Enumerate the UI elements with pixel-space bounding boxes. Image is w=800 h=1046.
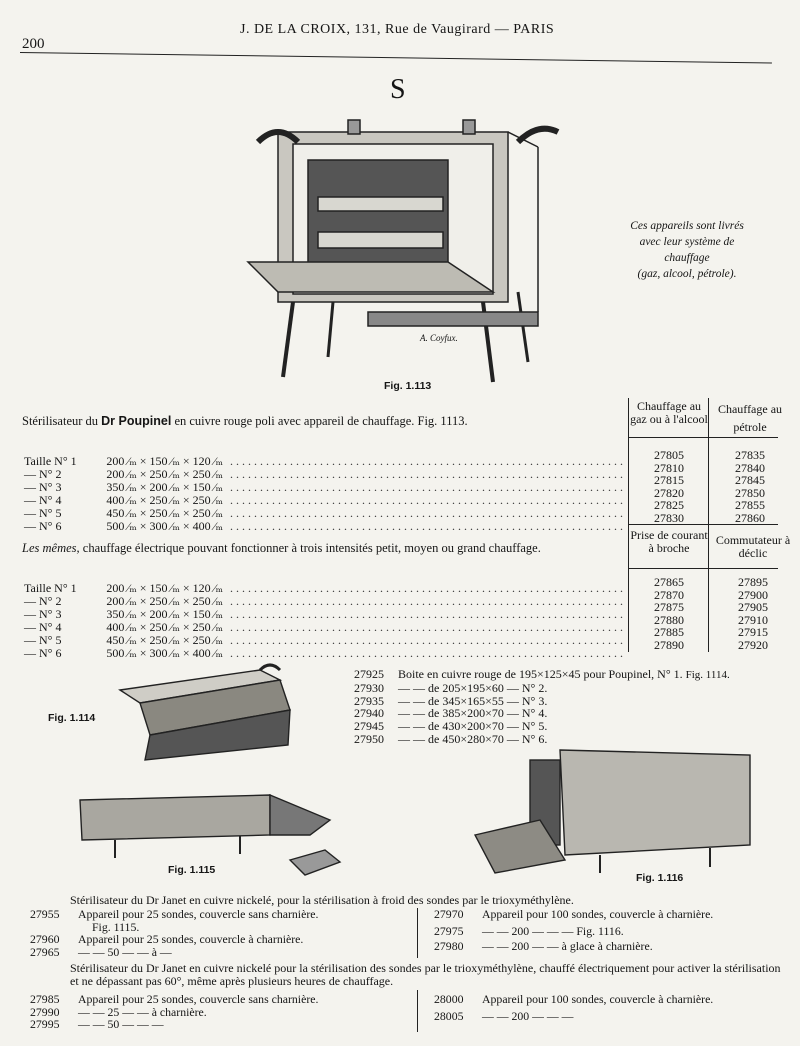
figure-caption-1115: Fig. 1.115 bbox=[168, 864, 216, 876]
sterilizer-oven-illustration bbox=[238, 112, 568, 397]
figure-caption-1116: Fig. 1.116 bbox=[636, 872, 684, 884]
section-letter: S bbox=[390, 74, 406, 105]
electric-size-list bbox=[24, 582, 626, 660]
size-row: — N° 2 200 ⁄ₘ × 250 ⁄ₘ × 250 ⁄ₘ .................................................................. bbox=[24, 594, 626, 608]
header-rule bbox=[20, 52, 772, 63]
gas-numbers: 27805 27810 27815 27820 27825 27830 bbox=[654, 448, 684, 525]
table-rule bbox=[628, 524, 778, 525]
page-number: 200 bbox=[22, 36, 45, 52]
box-row: 27950 — — de 450×280×70 — N° 6. bbox=[354, 731, 548, 746]
box-row: 27925 Boite en cuivre rouge de 195×125×45 pour Poupinel, N° 1. Fig. 1114. bbox=[354, 667, 730, 681]
table-rule bbox=[628, 437, 778, 438]
janet-title: Stérilisateur du Dr Janet en cuivre nickelé, pour la stérilisation à froid des sondes par le trioxyméthylène. bbox=[70, 893, 574, 907]
size-row: — N° 6 500 ⁄ₘ × 300 ⁄ₘ × 400 ⁄ₘ .................................................................. bbox=[24, 646, 626, 660]
janet-electric-right-list: 28000 Appareil pour 100 sondes, couvercle à charnière. 28005 — — 200 — — — bbox=[434, 992, 714, 1023]
janet-electric-left-list: 27985 Appareil pour 25 sondes, couvercle sans charnière. 27990 — — 25 — — à charnière. 27995 — — 50 — — — bbox=[30, 992, 319, 1031]
size-row: Taille N° 1 200 ⁄ₘ × 150 ⁄ₘ × 120 ⁄ₘ .................................................................. bbox=[24, 454, 626, 468]
table-rule bbox=[628, 568, 778, 569]
janet-electric-title: Stérilisateur du Dr Janet en cuivre nickelé pour la stérilisation des sondes par le trioxyméthylène, chauffé électriquement pour activer la stérilisation et ne dépassant pas 60°, même après plusieurs heures de chauffage. bbox=[70, 961, 781, 988]
box-row: 27945 — — de 430×200×70 — N° 5. bbox=[354, 719, 548, 734]
janet-left-list: 27955 Appareil pour 25 sondes, couvercle sans charnière. Fig. 1115. 27960 Appareil pour 25 sondes, couvercle à charnière. 27965 — — 50 — — à — bbox=[30, 907, 319, 959]
declic-numbers: 27895 27900 27905 27910 27915 27920 bbox=[738, 575, 768, 652]
box-row: 27935 — — de 345×165×55 — N° 3. bbox=[354, 693, 548, 708]
col-header-declic: Commutateur à déclic bbox=[715, 533, 791, 560]
size-row: — N° 3 350 ⁄ₘ × 200 ⁄ₘ × 150 ⁄ₘ .................................................................. bbox=[24, 480, 626, 494]
figure-caption-1113: Fig. 1.113 bbox=[384, 380, 432, 392]
poupinel-title: Stérilisateur du Dr Poupinel en cuivre rouge poli avec appareil de chauffage. Fig. 1113. bbox=[22, 414, 468, 428]
broche-numbers: 27865 27870 27875 27880 27885 27890 bbox=[654, 575, 684, 652]
poupinel-size-list bbox=[24, 455, 626, 533]
engraver-signature: A. Coyfux. bbox=[420, 333, 458, 343]
size-row: — N° 2 200 ⁄ₘ × 250 ⁄ₘ × 250 ⁄ₘ .................................................................. bbox=[24, 467, 626, 481]
box-list bbox=[354, 668, 730, 746]
figure-caption-1114: Fig. 1.114 bbox=[48, 712, 96, 724]
col-header-gas: Chauffage au gaz ou à l'alcool bbox=[630, 399, 708, 426]
col-header-broche: Prise de courant à broche bbox=[630, 528, 708, 555]
size-row: Taille N° 1 200 ⁄ₘ × 150 ⁄ₘ × 120 ⁄ₘ .................................................................. bbox=[24, 581, 626, 595]
size-row: — N° 5 450 ⁄ₘ × 250 ⁄ₘ × 250 ⁄ₘ .................................................................. bbox=[24, 633, 626, 647]
size-row: — N° 5 450 ⁄ₘ × 250 ⁄ₘ × 250 ⁄ₘ .................................................................. bbox=[24, 506, 626, 520]
page-header-title: J. DE LA CROIX, 131, Rue de Vaugirard — PARIS bbox=[240, 22, 555, 37]
box-row: 27940 — — de 385×200×70 — N° 4. bbox=[354, 706, 548, 721]
column-divider bbox=[417, 990, 418, 1032]
size-row: — N° 4 400 ⁄ₘ × 250 ⁄ₘ × 250 ⁄ₘ .................................................................. bbox=[24, 620, 626, 634]
electric-title: Les mêmes, chauffage électrique pouvant fonctionner à trois intensités petit, moyen ou grand chauffage. bbox=[22, 541, 541, 555]
janet-large-sterilizer-illustration bbox=[470, 745, 760, 880]
janet-right-list: 27970 Appareil pour 100 sondes, couvercle à charnière. 27975 — — 200 — — — Fig. 1116. 27980 — — 200 — — à glace à charnière. bbox=[434, 907, 714, 953]
col-header-petrole: Chauffage au pétrole bbox=[717, 402, 783, 434]
size-row: — N° 6 500 ⁄ₘ × 300 ⁄ₘ × 400 ⁄ₘ .................................................................. bbox=[24, 519, 626, 533]
box-row: 27930 — — de 205×195×60 — N° 2. bbox=[354, 680, 548, 695]
heating-system-note: Ces appareils sont livrés avec leur système de chauffage (gaz, alcool, pétrole). bbox=[630, 220, 744, 280]
petrole-numbers: 27835 27840 27845 27850 27855 27860 bbox=[735, 448, 765, 525]
column-divider bbox=[417, 908, 418, 958]
size-row: — N° 4 400 ⁄ₘ × 250 ⁄ₘ × 250 ⁄ₘ .................................................................. bbox=[24, 493, 626, 507]
copper-box-illustration bbox=[110, 665, 320, 765]
size-row: — N° 3 350 ⁄ₘ × 200 ⁄ₘ × 150 ⁄ₘ .................................................................. bbox=[24, 607, 626, 621]
